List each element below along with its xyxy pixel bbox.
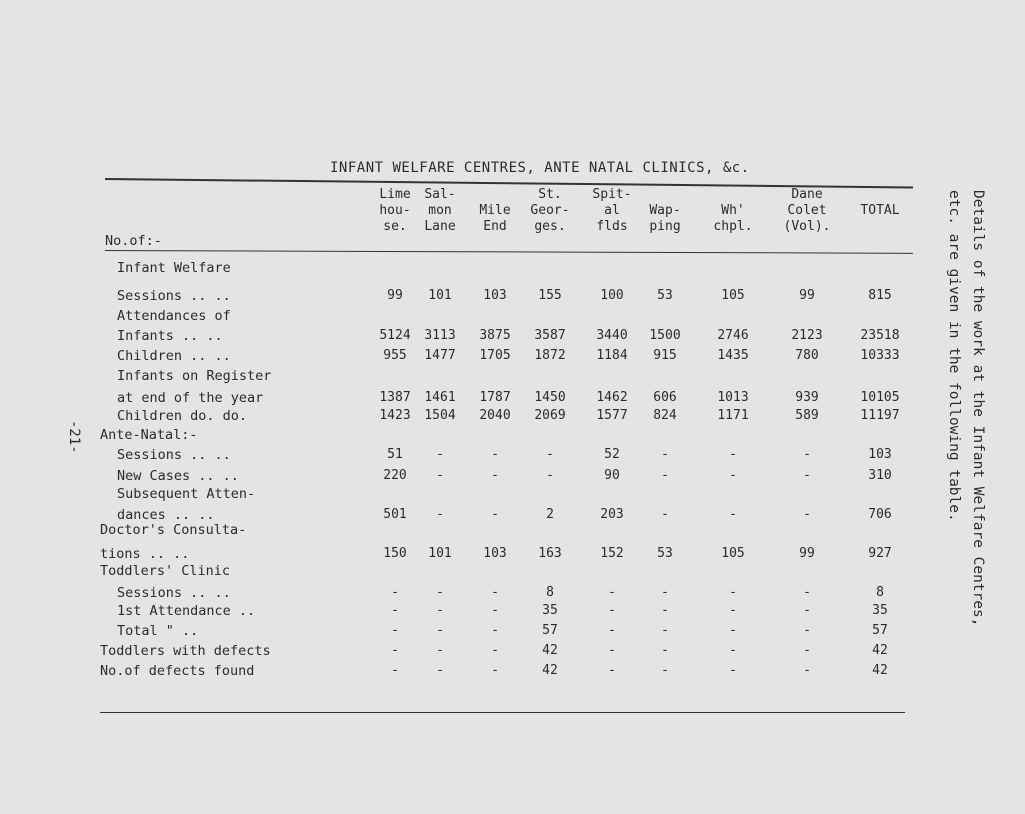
- table-cell: -: [391, 663, 399, 678]
- table-cell: 105: [721, 288, 745, 303]
- table-cell: -: [729, 643, 737, 658]
- table-cell: 8: [876, 585, 884, 600]
- table-cell: -: [491, 663, 499, 678]
- table-cell: 105: [721, 546, 745, 561]
- row-label: Subsequent Atten-: [117, 486, 256, 502]
- table-cell: -: [729, 663, 737, 678]
- table-cell: 1171: [717, 408, 749, 423]
- table-cell: 3587: [534, 328, 566, 343]
- table-cell: 815: [868, 288, 892, 303]
- row-label: Doctor's Consulta-: [100, 522, 247, 538]
- row-label: Infants on Register: [117, 368, 272, 384]
- table-cell: 90: [604, 468, 620, 483]
- column-header-line: [465, 187, 525, 203]
- table-cell: 1872: [534, 348, 566, 363]
- table-cell: 1450: [534, 390, 566, 405]
- column-header-line: Wh': [721, 203, 745, 218]
- table-cell: 42: [872, 643, 888, 658]
- side-note: [942, 190, 990, 627]
- row-label: dances .. ..: [117, 507, 215, 523]
- table-cell: -: [608, 643, 616, 658]
- table-cell: -: [436, 643, 444, 658]
- column-header-line: End: [483, 219, 507, 234]
- table-cell: 99: [799, 546, 815, 561]
- table-cell: 955: [383, 348, 407, 363]
- table-cell: 10105: [860, 390, 900, 405]
- table-cell: 606: [653, 390, 677, 405]
- table-cell: -: [608, 663, 616, 678]
- row-label: Sessions .. ..: [117, 288, 231, 304]
- table-cell: -: [803, 447, 811, 462]
- table-cell: -: [436, 663, 444, 678]
- column-header: [777, 187, 837, 235]
- table-cell: -: [803, 643, 811, 658]
- table-cell: -: [729, 447, 737, 462]
- table-cell: -: [661, 585, 669, 600]
- table-cell: 1013: [717, 390, 749, 405]
- table-cell: -: [608, 623, 616, 638]
- table-cell: 1435: [717, 348, 749, 363]
- table-cell: -: [661, 603, 669, 618]
- table-cell: 3113: [424, 328, 456, 343]
- table-cell: -: [661, 663, 669, 678]
- page-title: INFANT WELFARE CENTRES, ANTE NATAL CLINICS, &c.: [330, 160, 750, 176]
- table-cell: -: [803, 663, 811, 678]
- table-cell: 152: [600, 546, 624, 561]
- column-header-line: se.: [383, 219, 407, 234]
- row-label: Total " ..: [117, 623, 199, 639]
- column-header-line: St.: [538, 187, 562, 202]
- column-header-line: TOTAL: [860, 203, 900, 218]
- table-cell: 1504: [424, 408, 456, 423]
- table-cell: -: [729, 468, 737, 483]
- table-cell: 1461: [424, 390, 456, 405]
- table-cell: 101: [428, 546, 452, 561]
- table-cell: 3440: [596, 328, 628, 343]
- table-cell: 11197: [860, 408, 900, 423]
- table-cell: 2069: [534, 408, 566, 423]
- table-cell: -: [803, 468, 811, 483]
- table-cell: -: [729, 507, 737, 522]
- column-header: [465, 187, 525, 235]
- table-cell: 2040: [479, 408, 511, 423]
- column-header-line: [850, 187, 910, 203]
- table-cell: 310: [868, 468, 892, 483]
- side-note-line: etc. are given in the following table.: [946, 190, 962, 522]
- table-cell: -: [491, 447, 499, 462]
- table-cell: -: [729, 603, 737, 618]
- table-cell: 42: [542, 643, 558, 658]
- row-label: Infant Welfare: [117, 260, 231, 276]
- side-note-line: Details of the work at the Infant Welfare Centres,: [970, 190, 986, 627]
- column-header: [703, 187, 763, 235]
- table-cell: -: [661, 623, 669, 638]
- table-cell: 57: [542, 623, 558, 638]
- column-header-line: hou-: [379, 203, 411, 218]
- table-cell: 51: [387, 447, 403, 462]
- table-cell: -: [729, 623, 737, 638]
- table-cell: 780: [795, 348, 819, 363]
- table-cell: -: [436, 468, 444, 483]
- table-cell: 220: [383, 468, 407, 483]
- table-cell: -: [491, 468, 499, 483]
- row-label: Toddlers with defects: [100, 643, 271, 659]
- table-cell: 1787: [479, 390, 511, 405]
- table-cell: 589: [795, 408, 819, 423]
- row-label: at end of the year: [117, 390, 264, 406]
- table-cell: -: [436, 623, 444, 638]
- table-cell: -: [391, 623, 399, 638]
- column-header: [410, 187, 470, 235]
- table-cell: 101: [428, 288, 452, 303]
- table-cell: -: [391, 643, 399, 658]
- table-cell: 100: [600, 288, 624, 303]
- table-cell: 1477: [424, 348, 456, 363]
- table-cell: 1462: [596, 390, 628, 405]
- table-cell: 23518: [860, 328, 900, 343]
- table-cell: 53: [657, 546, 673, 561]
- row-label: Infants .. ..: [117, 328, 223, 344]
- header-rule: [105, 250, 913, 254]
- table-cell: 99: [387, 288, 403, 303]
- bottom-rule: [100, 712, 905, 713]
- table-cell: -: [491, 585, 499, 600]
- column-header-line: Lime: [379, 187, 411, 202]
- table-cell: 35: [872, 603, 888, 618]
- table-cell: 42: [542, 663, 558, 678]
- table-cell: 1705: [479, 348, 511, 363]
- table-cell: -: [491, 623, 499, 638]
- table-cell: 2123: [791, 328, 823, 343]
- table-cell: 915: [653, 348, 677, 363]
- column-header-line: chpl.: [713, 219, 753, 234]
- row-label: Toddlers' Clinic: [100, 563, 231, 579]
- table-cell: -: [436, 585, 444, 600]
- table-cell: -: [803, 585, 811, 600]
- column-header-line: Dane: [791, 187, 823, 202]
- row-label: No.of:-: [105, 233, 162, 249]
- table-cell: 103: [868, 447, 892, 462]
- row-label: New Cases .. ..: [117, 468, 239, 484]
- table-cell: 2746: [717, 328, 749, 343]
- table-cell: -: [391, 585, 399, 600]
- table-cell: 706: [868, 507, 892, 522]
- table-cell: 10333: [860, 348, 900, 363]
- table-cell: -: [491, 643, 499, 658]
- column-header-line: [703, 187, 763, 203]
- table-cell: 1500: [649, 328, 681, 343]
- table-cell: -: [803, 507, 811, 522]
- table-cell: 57: [872, 623, 888, 638]
- table-cell: 5124: [379, 328, 411, 343]
- column-header: [850, 187, 910, 235]
- page-number: -21-: [66, 420, 82, 454]
- table-cell: 53: [657, 288, 673, 303]
- column-header-line: Sal-: [424, 187, 456, 202]
- column-header-line: Spit-: [592, 187, 632, 202]
- column-header-line: Wap-: [649, 203, 681, 218]
- column-header-line: Lane: [424, 219, 456, 234]
- column-header: [635, 187, 695, 235]
- table-cell: 501: [383, 507, 407, 522]
- table-cell: 150: [383, 546, 407, 561]
- table-cell: -: [661, 507, 669, 522]
- column-header-line: ping: [649, 219, 681, 234]
- table-cell: 1423: [379, 408, 411, 423]
- table-cell: -: [436, 507, 444, 522]
- table-cell: -: [803, 603, 811, 618]
- column-header-line: ges.: [534, 219, 566, 234]
- row-label: Children do. do.: [117, 408, 248, 424]
- table-cell: 3875: [479, 328, 511, 343]
- row-label: Attendances of: [117, 308, 231, 324]
- row-label: tions .. ..: [100, 546, 190, 562]
- table-cell: 103: [483, 288, 507, 303]
- column-header-line: Mile: [479, 203, 511, 218]
- column-header-line: (Vol).: [783, 219, 831, 234]
- table-cell: 927: [868, 546, 892, 561]
- column-header-line: Geor-: [530, 203, 570, 218]
- table-cell: -: [436, 447, 444, 462]
- table-cell: -: [803, 623, 811, 638]
- column-header-line: Colet: [787, 203, 827, 218]
- table-cell: 8: [546, 585, 554, 600]
- table-cell: 1184: [596, 348, 628, 363]
- table-cell: 2: [546, 507, 554, 522]
- table-cell: -: [491, 603, 499, 618]
- table-cell: -: [436, 603, 444, 618]
- table-cell: 163: [538, 546, 562, 561]
- row-label: No.of defects found: [100, 663, 255, 679]
- table-cell: 52: [604, 447, 620, 462]
- column-header-line: flds: [596, 219, 628, 234]
- table-cell: -: [546, 447, 554, 462]
- column-header-line: al: [604, 203, 620, 218]
- table-cell: 155: [538, 288, 562, 303]
- table-cell: -: [608, 603, 616, 618]
- column-header-line: [850, 219, 910, 235]
- table-cell: 99: [799, 288, 815, 303]
- column-header: [520, 187, 580, 235]
- table-cell: 939: [795, 390, 819, 405]
- table-cell: 35: [542, 603, 558, 618]
- column-header: [582, 187, 642, 235]
- table-cell: -: [546, 468, 554, 483]
- column-header-line: [635, 187, 695, 203]
- table-cell: -: [391, 603, 399, 618]
- row-label: Sessions .. ..: [117, 585, 231, 601]
- table-cell: 103: [483, 546, 507, 561]
- table-cell: -: [661, 468, 669, 483]
- table-cell: 824: [653, 408, 677, 423]
- table-cell: -: [608, 585, 616, 600]
- row-label: Ante-Natal:-: [100, 427, 198, 443]
- table-cell: 42: [872, 663, 888, 678]
- table-cell: 1577: [596, 408, 628, 423]
- table-cell: -: [661, 643, 669, 658]
- table-cell: 203: [600, 507, 624, 522]
- table-cell: -: [491, 507, 499, 522]
- row-label: Children .. ..: [117, 348, 231, 364]
- table-cell: 1387: [379, 390, 411, 405]
- column-header-line: mon: [428, 203, 452, 218]
- table-cell: -: [661, 447, 669, 462]
- row-label: Sessions .. ..: [117, 447, 231, 463]
- row-label: 1st Attendance ..: [117, 603, 256, 619]
- table-cell: -: [729, 585, 737, 600]
